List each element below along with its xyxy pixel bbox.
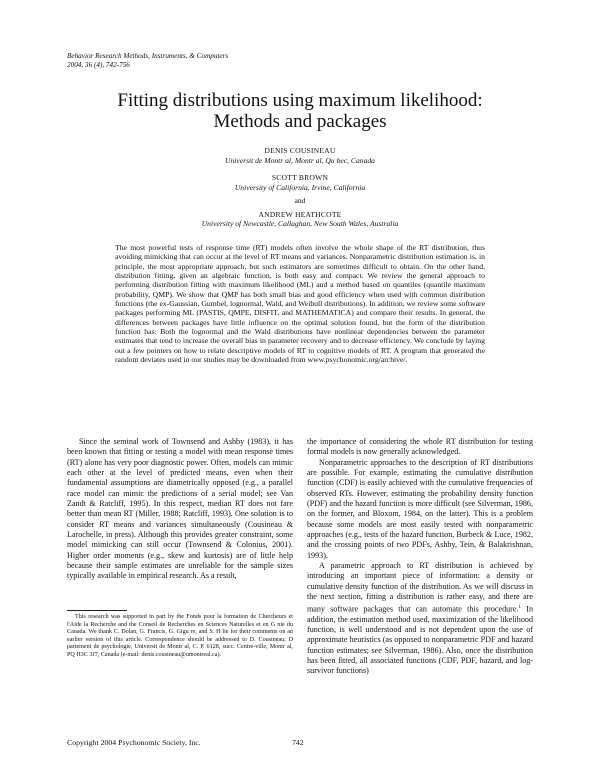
footnote	[67, 614, 293, 660]
journal-header	[67, 52, 228, 70]
article-title	[0, 90, 600, 132]
body-paragraph: Since the seminal work of Townsend and Ashby (1983), it has been known that fitting or testing a model with mean response times (RT) alone has very poor diagnostic power. Often, models can mimic each other at the level of predicted means, even when their fundamental assumptions are diametrically opposed (e.g., a parallel race model can mimic the predictions of a serial model; see Van Zandt & Ratcliff, 1995). In this respect, median RT does not fare better than mean RT (Miller, 1988; Ratcliff, 1993). One solution is to consider RT means and variances simultaneously (Cousineau & Larochelle, in press). Although this provides greater constraint, some model mimicking can still occur (Townsend & Colonius, 2001). Higher order moments (e.g., skew and kurtosis) are of little help because their sample estimates are unreliable for the sample sizes typically available in empirical research. As a result,	[67, 437, 293, 581]
body-paragraph: the importance of considering the whole RT distribution for testing formal models is now generally acknowledged.	[307, 437, 533, 457]
author-name-1: DENIS COUSINEAU	[264, 146, 336, 155]
abstract	[115, 243, 485, 364]
page-number: 742	[292, 738, 304, 747]
author-name-3: ANDREW HEATHCOTE	[258, 209, 342, 219]
author-conjunction: and	[294, 196, 306, 205]
title-line-2: Methods and packages	[213, 111, 387, 132]
body-paragraph: Nonparametric approaches to the description of RT distributions are possible. For example, estimating the cumulative distribution function (CDF) is easily achieved with the cumulative frequencies of observed RTs. However, estimating the probability density function (PDF) and the hazard function is more difficult (see Silverman, 1986, on the former, and Bloxom, 1984, on the latter). This is a problem because some models are most easily tested with nonparametric approaches (e.g., tests of the hazard function, Burbeck & Luce, 1982, and the crossing points of two PDFs, Ashby, Tein, & Balakrishnan, 1993).	[307, 457, 533, 560]
body-paragraph-text: In addition, the estimation method used, maximization of the likelihood function, is well understood and is not dependent upon the use of approximate heuristics (as opposed to nonparametric PDF and hazard function estimates; see Silverman, 1986). Also, once the distribution has been fitted, all associated functions (CDF, PDF, hazard, and log-survivor functions)	[307, 604, 533, 676]
author-name-2: SCOTT BROWN	[271, 173, 329, 182]
body-column-left	[67, 437, 293, 582]
footnote-text: This research was supported in part by the Fonds pour la formation de Chercheurs et l'Aide la Recherche and the Conseil de Recherches en Sciences Naturelles et en G nie du Canada. We thank C. Dolan, G. Francis, G. Gigu re, and S. H lie for their comments on an earlier version of this article. Correspondence should be addressed to D. Cousineau, D partement de psychologie, Universit de Montr al, C. P. 6128, succ. Centre-ville, Montr al, PQ H3C 3J7, Canada (e-mail: denis.cousineau@umontreal.ca).	[67, 614, 293, 658]
journal-citation: 2004, 36 (4), 742-756	[67, 61, 130, 69]
title-line-1: Fitting distributions using maximum likelihood:	[117, 90, 483, 111]
footnote-divider	[67, 610, 127, 611]
author-affiliation-3: University of Newcastle, Callaghan, New South Wales, Australia	[201, 219, 399, 228]
body-paragraph-text: A parametric approach to RT distribution is achieved by introducing an important piece of information: a density or cumulative density function of the distribution. As we will discuss in the next section, fitting a distribution is rather easy, and there are many software packages that can automate this procedure.	[307, 561, 533, 614]
copyright-notice: Copyright 2004 Psychonomic Society, Inc.	[67, 738, 201, 747]
journal-name: Behavior Research Methods, Instruments, & Computers	[67, 52, 229, 60]
author-affiliation-2: University of California, Irvine, California	[234, 182, 366, 192]
author-block	[0, 146, 600, 229]
body-paragraph	[307, 561, 533, 676]
footnote-reference: 1	[518, 604, 521, 610]
body-column-right	[307, 437, 533, 677]
author-affiliation-1: Universit de Montr al, Montr al, Qu bec, Canada	[225, 155, 375, 165]
abstract-text: The most powerful tests of response time (RT) models often involve the whole shape of the RT distribution, thus avoiding mimicking that can occur at the level of RT means and variances. Nonparametric distribution estimation is, in principle, the most appropriate approach, but such estimators are sometimes difficult to obtain. On the other hand, distribution fitting, given an algebraic function, is both easy and compact. We review the general approach to performing distribution fitting with maximum likelihood (ML) and a method based on quantiles (quantile maximum probability, QMP). We show that QMP has both small bias and good efficiency when used with common distribution functions (the ex-Gaussian, Gumbel, lognormal, Wald, and Weibull distributions). In addition, we review some software packages performing ML (PASTIS, QMPE, DISFIT, and MATHEMATICA) and compare their results. In general, the differences between packages have little influence on the optimal solution found, but the form of the distribution function has: Both the lognormal and the Wald distributions have nonlinear dependencies between the parameter estimates that tend to increase the overall bias in parameter recovery and to decrease efficiency. We conclude by laying out a few pointers on how to relate descriptive models of RT to cognitive models of RT. A program that generated the random deviates used in our studies may be downloaded from www.psychonomic.org/archive/.	[115, 243, 485, 365]
